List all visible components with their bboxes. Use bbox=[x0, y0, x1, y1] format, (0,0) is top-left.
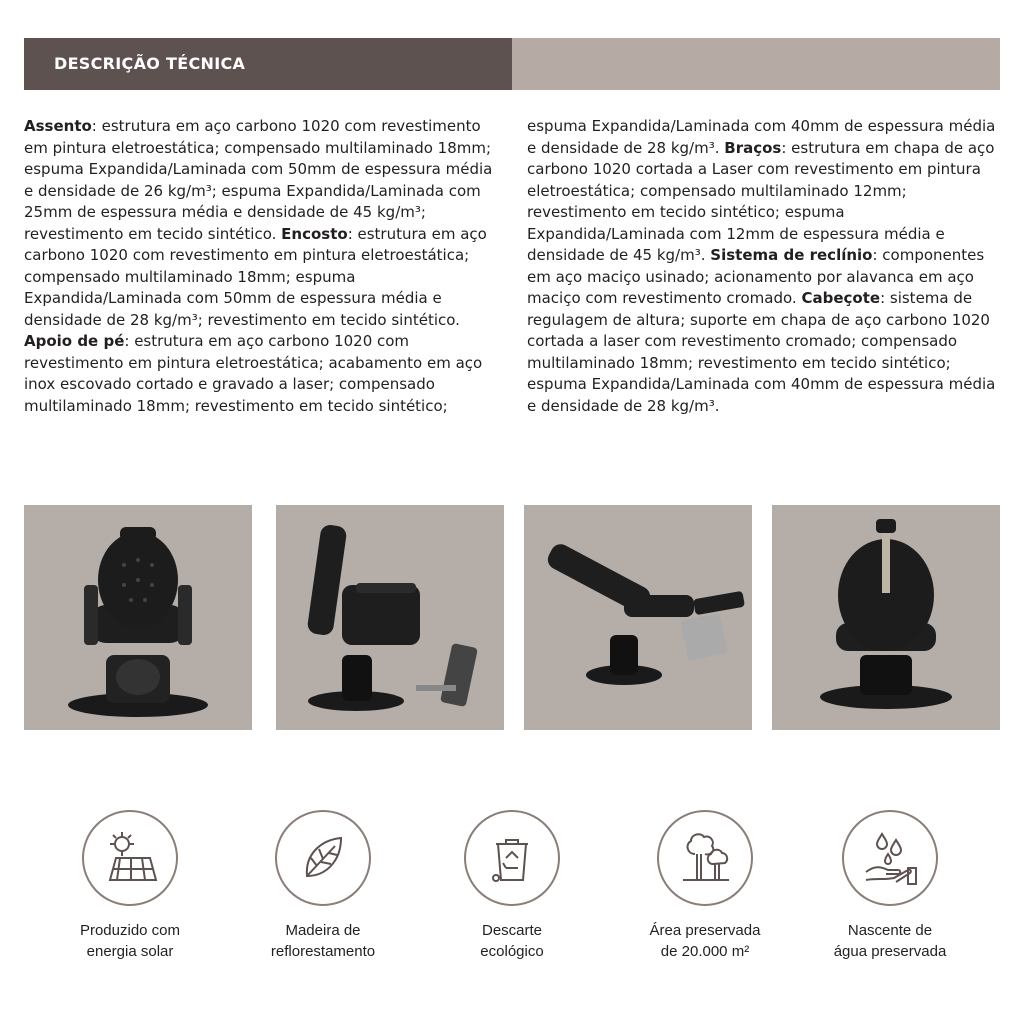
chair-front-view bbox=[24, 505, 252, 730]
spec-text-bracos: : estrutura em chapa de aço carbono 1020 cortada a Laser com revestimento em pintura eletroestática; compensado multilaminado 12mm; revestimento em tecido sintético; espuma Expandida/Laminada com 12mm de espessura média e densidade de 45 kg/m³. bbox=[527, 138, 995, 264]
spec-text-encosto: : estrutura em aço carbono 1020 com revestimento em pintura eletroestática; compensado multilaminado 18mm; espuma Expandida/Laminada com 50mm de espessura média e densidade de 28 kg/m³; revestimento em tecido sintético. bbox=[24, 224, 487, 329]
spec-term-encosto: Encosto bbox=[281, 224, 348, 243]
spec-text-cabecote: : sistema de regulagem de altura; suporte em chapa de aço carbono 1020 cortada a laser com revestimento cromado; compensado multilaminado 18mm; revestimento em tecido sintético; espuma Expandida/Laminada com 40mm de espessura média e densidade de 28 kg/m³. bbox=[527, 289, 996, 415]
feature-preserved-area bbox=[620, 810, 790, 962]
section-title: DESCRIÇÃO TÉCNICA bbox=[24, 38, 512, 90]
chair-side-photo bbox=[276, 505, 504, 730]
feature-reforestation bbox=[238, 810, 408, 962]
spec-term-cabecote: Cabeçote bbox=[801, 289, 881, 307]
spec-text-apoio-de-pe: : estrutura em aço carbono 1020 com revestimento em pintura eletroestática; acabamento em aço inox escovado cortado e gravado a laser; compensado multilaminado 18mm; revestimento em tecido sintético; bbox=[24, 332, 483, 415]
trees-icon bbox=[675, 828, 735, 888]
feature-label: Descarte ecológico bbox=[480, 922, 544, 960]
spec-term-sistema-reclinio: Sistema de reclínio bbox=[710, 246, 873, 264]
chair-reclined-photo bbox=[524, 505, 752, 730]
chair-front-photo bbox=[24, 505, 252, 730]
description-right-column bbox=[527, 116, 1002, 417]
solar-panel-icon bbox=[100, 828, 160, 888]
chair-side-view bbox=[276, 505, 504, 730]
chair-back-photo bbox=[772, 505, 1000, 730]
spec-text-assento: : estrutura em aço carbono 1020 com revestimento em pintura eletroestática; compensado multilaminado 18mm; espuma Expandida/Laminada com 50mm de espessura média e densidade de 26 kg/m³; espuma Expandida/Laminada com 25mm de espessura média e densidade de 45 kg/m³; revestimento em tecido sintético. bbox=[24, 117, 493, 243]
spec-text-continued: espuma Expandida/Laminada com 40mm de espessura média e densidade de 28 kg/m³. bbox=[527, 117, 996, 157]
feature-label: Madeira de reflorestamento bbox=[270, 922, 376, 960]
chair-reclined-view bbox=[524, 505, 752, 730]
spec-term-apoio-de-pe: Apoio de pé bbox=[24, 332, 125, 350]
recycle-bin-icon bbox=[484, 830, 540, 886]
water-hand-icon bbox=[860, 828, 920, 888]
leaf-icon bbox=[295, 830, 351, 886]
feature-label: Área preservada de 20.000 m² bbox=[649, 922, 761, 960]
feature-solar-energy bbox=[45, 810, 215, 962]
feature-label: Nascente de água preservada bbox=[833, 922, 947, 960]
feature-water-spring bbox=[805, 810, 975, 962]
feature-eco-disposal bbox=[427, 810, 597, 962]
description-left-column bbox=[24, 116, 499, 417]
feature-label: Produzido com energia solar bbox=[79, 922, 181, 960]
spec-term-bracos: Braços bbox=[724, 138, 782, 157]
spec-text-sistema-reclinio: : componentes em aço maciço usinado; acionamento por alavanca em aço maciço com revestimento cromado. bbox=[527, 246, 985, 307]
spec-term-assento: Assento bbox=[24, 117, 92, 135]
section-header bbox=[24, 38, 1000, 90]
chair-back-view bbox=[772, 505, 1000, 730]
